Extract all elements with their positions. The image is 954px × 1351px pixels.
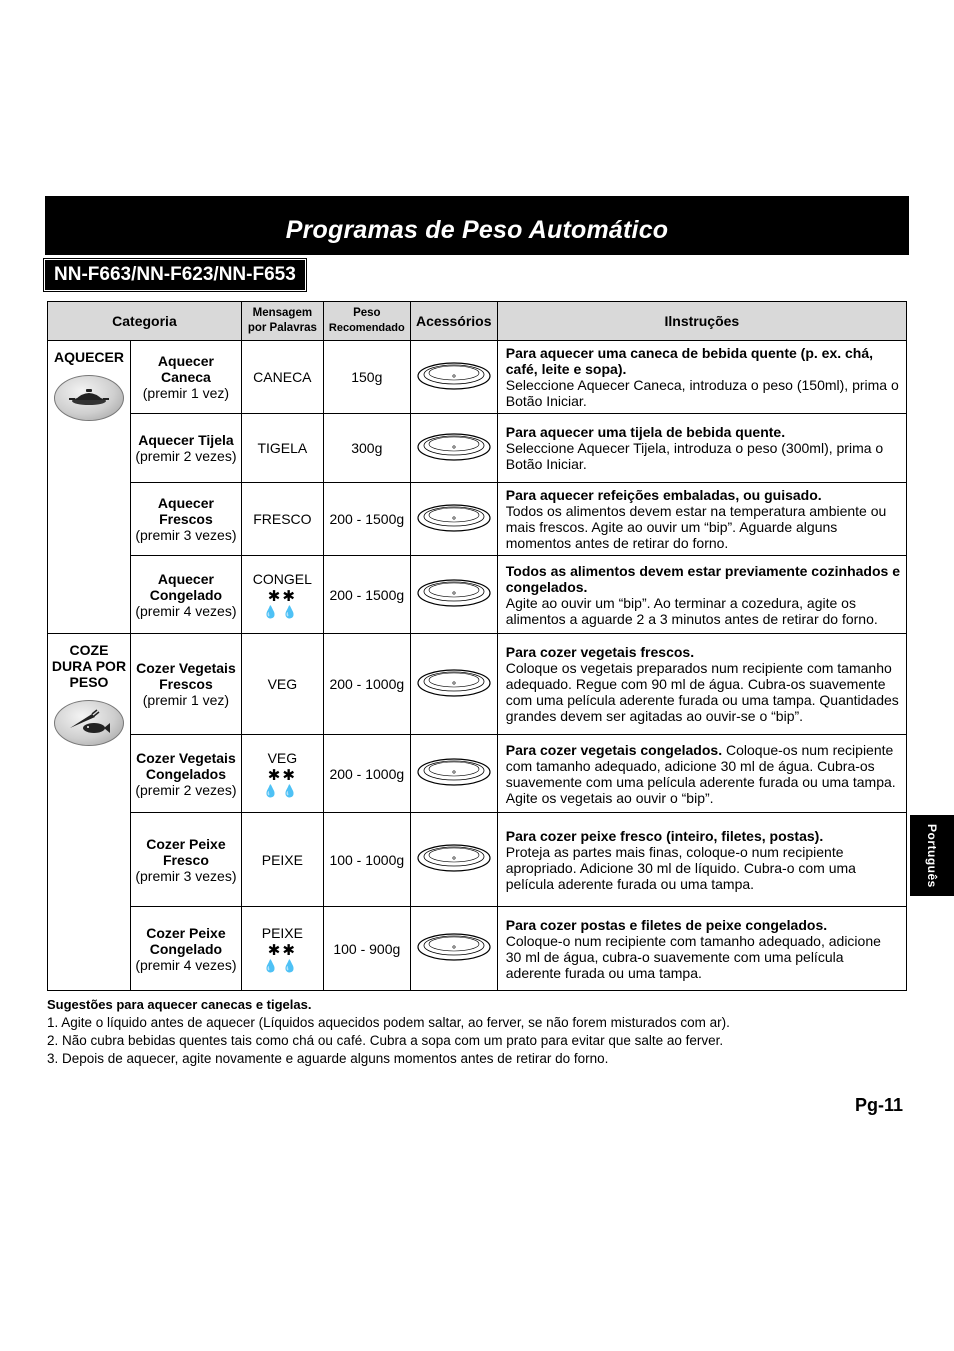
instructions: Para cozer vegetais frescos. Coloque os vegetais preparados num recipiente com tamanho adequado. Regue com 90 ml de água. Cubra-os suavemente com uma película aderente furada ou uma tampa. Quantidades grandes devem ser agitadas ao ouvir-se o “bip”. — [497, 634, 906, 735]
table-row — [48, 813, 907, 907]
recommended-weight: 300g — [323, 414, 410, 483]
recommended-weight: 100 - 900g — [323, 907, 410, 991]
table-row — [48, 634, 907, 735]
header-peso: Peso Recomendado — [323, 302, 410, 341]
program-name: Aquecer Congelado (premir 4 vezes) — [130, 556, 241, 634]
tip-item: 3. Depois de aquecer, agite novamente e aguarde alguns momentos antes de retirar do forno. — [47, 1051, 609, 1066]
turntable-icon — [416, 754, 492, 790]
page-number: Pg-11 — [855, 1095, 904, 1115]
tip-item: 2. Não cubra bebidas quentes tais como chá ou café. Cubra a sopa com um prato para evitar que salte ao ferver. — [47, 1033, 724, 1048]
accessory-cell — [410, 634, 497, 735]
recommended-weight: 200 - 1500g — [323, 556, 410, 634]
category-coze-dura-por-peso: COZE DURA POR PESO — [48, 634, 131, 991]
turntable-icon — [416, 929, 492, 965]
frozen-icon: ✱✱ 💧💧 — [263, 941, 302, 973]
display-message: TIGELA — [241, 414, 323, 483]
program-name: Cozer Peixe Congelado (premir 4 vezes) — [130, 907, 241, 991]
display-message: PEIXE ✱✱ 💧💧 — [241, 907, 323, 991]
accessory-cell — [410, 556, 497, 634]
instructions: Para cozer vegetais congelados. Coloque-os num recipiente com tamanho adequado, adicione 30 ml de água. Cubra-os suavemente com uma película aderente furada ou uma tampa. Agite os vegetais ao ouvir o “bip”. — [497, 735, 906, 813]
turntable-icon — [416, 500, 492, 536]
language-tab: Português — [910, 815, 954, 896]
tips-section — [47, 996, 907, 1068]
frozen-icon: ✱✱ 💧💧 — [263, 587, 302, 619]
model-numbers: NN-F663/NN-F623/NN-F653 — [47, 262, 303, 288]
display-message: PEIXE — [241, 813, 323, 907]
program-table — [47, 301, 907, 991]
table-row — [48, 556, 907, 634]
accessory-cell — [410, 813, 497, 907]
turntable-icon — [416, 840, 492, 876]
header-categoria: Categoria — [48, 302, 242, 341]
instructions: Para aquecer uma tijela de bebida quente. Seleccione Aquecer Tijela, introduza o peso (300ml), prima o Botão Iniciar. — [497, 414, 906, 483]
display-message: CANECA — [241, 341, 323, 414]
category-aquecer: AQUECER — [48, 341, 131, 634]
program-name: Aquecer Caneca (premir 1 vez) — [130, 341, 241, 414]
table-row — [48, 414, 907, 483]
table-row — [48, 341, 907, 414]
accessory-cell — [410, 341, 497, 414]
display-message: FRESCO — [241, 483, 323, 556]
turntable-icon — [416, 575, 492, 611]
program-name: Cozer Vegetais Frescos (premir 1 vez) — [130, 634, 241, 735]
instructions: Para aquecer refeições embaladas, ou guisado. Todos os alimentos devem estar na temperatura ambiente ou mais frescos. Agite ao ouvir um “bip”. Aguarde alguns momentos antes de retirar do forno. — [497, 483, 906, 556]
header-acessorios: Acessórios — [410, 302, 497, 341]
accessory-cell — [410, 483, 497, 556]
tip-item: 1. Agite o líquido antes de aquecer (Líquidos aquecidos podem saltar, ao ferver, se não forem misturados com ar). — [47, 1015, 730, 1030]
header-mensagem: Mensagem por Palavras — [241, 302, 323, 341]
vegetable-fish-icon — [54, 700, 124, 746]
instructions: Para cozer postas e filetes de peixe congelados. Coloque-o num recipiente com tamanho adequado, adicione 30 ml de água, cubra-o suavemente com uma película aderente furada ou uma tampa. — [497, 907, 906, 991]
table-row — [48, 907, 907, 991]
accessory-cell — [410, 735, 497, 813]
display-message: CONGEL ✱✱ 💧💧 — [241, 556, 323, 634]
recommended-weight: 200 - 1500g — [323, 483, 410, 556]
turntable-icon — [416, 358, 492, 394]
turntable-icon — [416, 665, 492, 701]
dish-icon — [54, 375, 124, 421]
display-message: VEG ✱✱ 💧💧 — [241, 735, 323, 813]
table-row — [48, 483, 907, 556]
recommended-weight: 100 - 1000g — [323, 813, 410, 907]
tips-title: Sugestões para aquecer canecas e tigelas. — [47, 997, 312, 1012]
instructions: Para cozer peixe fresco (inteiro, filetes, postas). Proteja as partes mais finas, coloque-o num recipiente apropriado. Adicione 30 ml de líquido. Cubra-o com uma película aderente furada ou uma tampa. — [497, 813, 906, 907]
turntable-icon — [416, 429, 492, 465]
page-title: Programas de Peso Automático — [285, 216, 669, 244]
recommended-weight: 200 - 1000g — [323, 735, 410, 813]
accessory-cell — [410, 414, 497, 483]
title-bar — [45, 196, 909, 255]
program-name: Aquecer Tijela (premir 2 vezes) — [130, 414, 241, 483]
header-instrucoes: Ilnstruções — [497, 302, 906, 341]
recommended-weight: 200 - 1000g — [323, 634, 410, 735]
program-name: Cozer Vegetais Congelados (premir 2 vezes) — [130, 735, 241, 813]
program-name: Cozer Peixe Fresco (premir 3 vezes) — [130, 813, 241, 907]
accessory-cell — [410, 907, 497, 991]
instructions: Para aquecer uma caneca de bebida quente (p. ex. chá, café, leite e sopa). Seleccione Aquecer Caneca, introduza o peso (150ml), prima o Botão Iniciar. — [497, 341, 906, 414]
recommended-weight: 150g — [323, 341, 410, 414]
display-message: VEG — [241, 634, 323, 735]
program-name: Aquecer Frescos (premir 3 vezes) — [130, 483, 241, 556]
table-row — [48, 735, 907, 813]
instructions: Todos as alimentos devem estar previamente cozinhados e congelados. Agite ao ouvir um “bip”. Ao terminar a cozedura, agite os alimentos a aguarde 2 a 3 minutos antes de retirar do forno. — [497, 556, 906, 634]
table-header-row — [48, 302, 907, 341]
frozen-icon: ✱✱ 💧💧 — [263, 766, 302, 798]
